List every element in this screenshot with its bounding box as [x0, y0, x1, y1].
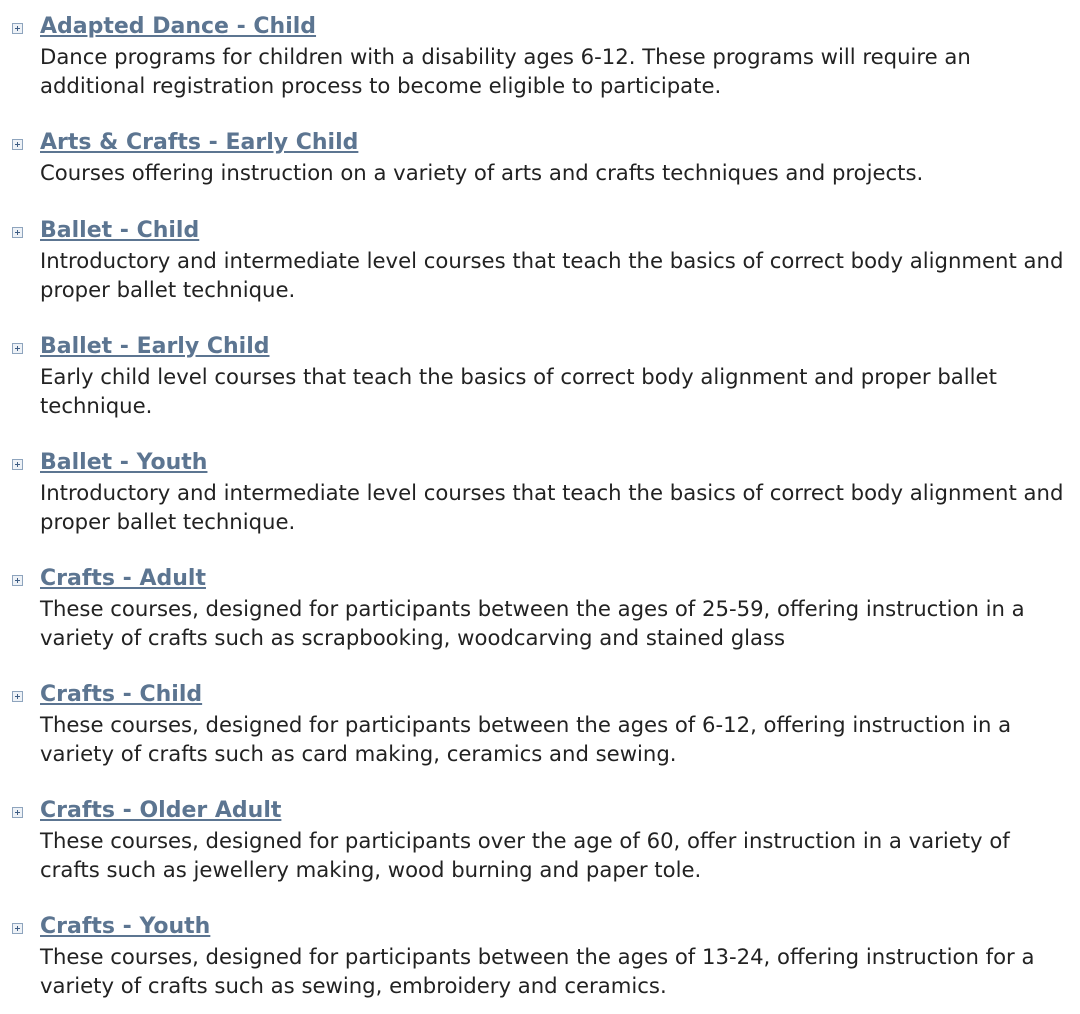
expand-icon[interactable]	[12, 459, 23, 470]
program-title-link[interactable]: Arts & Crafts - Early Child	[40, 130, 359, 155]
program-title-link[interactable]: Ballet - Child	[40, 218, 200, 243]
program-description: These courses, designed for participants over the age of 60, offer instruction in a variety of crafts such as jewellery making, wood burning and paper tole.	[40, 828, 1010, 882]
program-description: Courses offering instruction on a variety of arts and crafts techniques and projects.	[40, 160, 924, 185]
expand-icon[interactable]	[12, 691, 23, 702]
program-description: Introductory and intermediate level courses that teach the basics of correct body alignment and proper ballet technique.	[40, 480, 1064, 534]
program-description: These courses, designed for participants between the ages of 25-59, offering instruction in a variety of crafts such as scrapbooking, woodcarving and stained glass	[40, 596, 1025, 650]
program-description: These courses, designed for participants between the ages of 6-12, offering instruction in a variety of crafts such as card making, ceramics and sewing.	[40, 712, 1012, 766]
program-description: Early child level courses that teach the basics of correct body alignment and proper ballet technique.	[40, 364, 997, 418]
program-title-link[interactable]: Adapted Dance - Child	[40, 14, 317, 39]
expand-icon[interactable]	[12, 139, 23, 150]
expand-icon[interactable]	[12, 923, 23, 934]
program-title-link[interactable]: Ballet - Youth	[40, 450, 208, 475]
program-description: Introductory and intermediate level courses that teach the basics of correct body alignment and proper ballet technique.	[40, 248, 1064, 302]
expand-icon[interactable]	[12, 343, 23, 354]
program-title-link[interactable]: Crafts - Adult	[40, 566, 206, 591]
program-title-link[interactable]: Crafts - Older Adult	[40, 798, 282, 823]
expand-icon[interactable]	[12, 575, 23, 586]
program-description: Dance programs for children with a disability ages 6-12. These programs will require an additional registration process to become eligible to participate.	[40, 44, 971, 98]
program-title-link[interactable]: Crafts - Child	[40, 682, 203, 707]
expand-icon[interactable]	[12, 807, 23, 818]
expand-icon[interactable]	[12, 227, 23, 238]
program-description: These courses, designed for participants between the ages of 13-24, offering instruction for a variety of crafts such as sewing, embroidery and ceramics.	[40, 944, 1035, 998]
expand-icon[interactable]	[12, 23, 23, 34]
program-title-link[interactable]: Crafts - Youth	[40, 914, 211, 939]
program-title-link[interactable]: Ballet - Early Child	[40, 334, 270, 359]
